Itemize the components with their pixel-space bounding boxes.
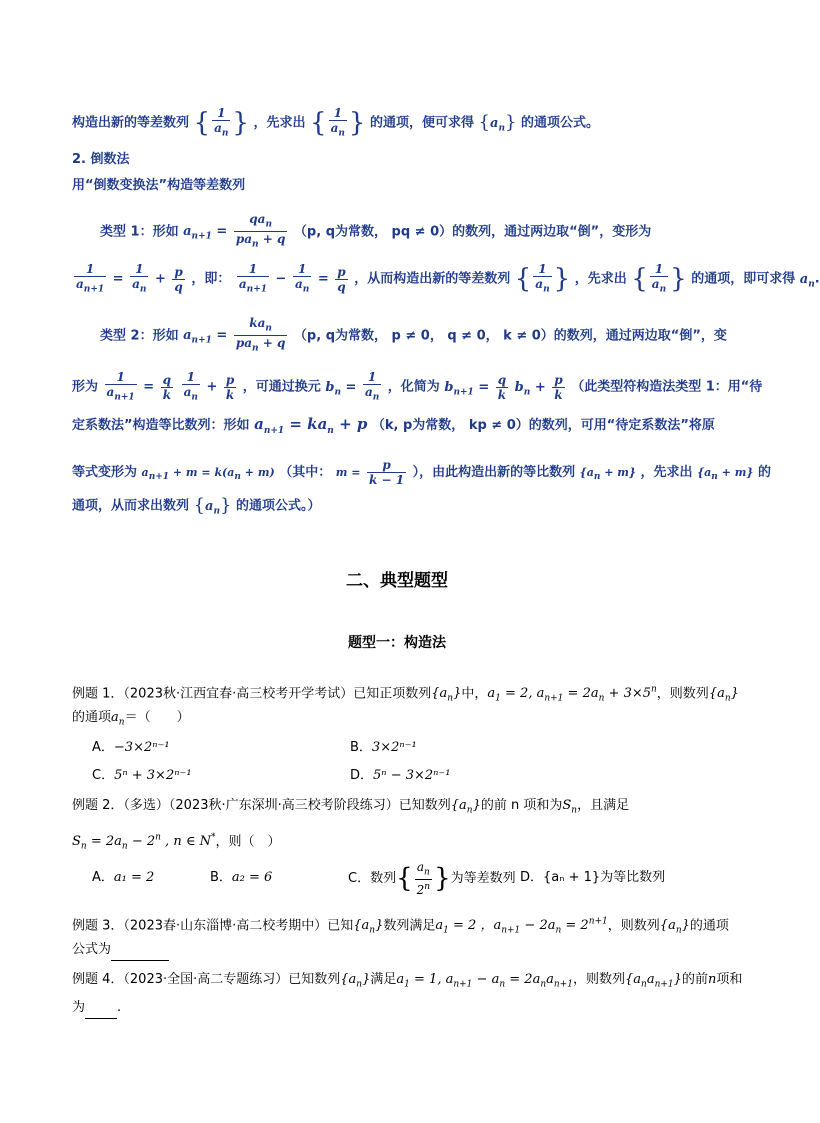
intro-line bbox=[72, 106, 599, 140]
fraction-p-over-k: $\frac{p}{k}$ bbox=[554, 372, 563, 402]
type2-line4-text-c: ），由此构造出新的等比数列 bbox=[412, 465, 576, 480]
type2-line5-text-a: 通项，从而求出数列 bbox=[72, 498, 190, 514]
fraction-1-over-an: $\frac{1}{a_n}$ bbox=[651, 262, 667, 295]
fraction-1-over-an1: $\frac{1}{a_{n+1}}$ bbox=[76, 262, 105, 295]
intro-text-4: 的通项公式。 bbox=[520, 115, 599, 131]
section-title: 二、典型题型 bbox=[346, 571, 448, 591]
option-value: a₁ = 2 bbox=[113, 870, 155, 885]
an-symbol: $a_n$ bbox=[799, 271, 815, 290]
brace-close: } bbox=[553, 264, 571, 295]
type2-label: 类型 2：形如 bbox=[100, 328, 179, 344]
type2-line4-text-e: 的 bbox=[757, 465, 771, 480]
brace-close: } bbox=[219, 495, 232, 516]
type2-line2-text-b: ，可通过换元 bbox=[242, 379, 321, 395]
type2-line5-text-b: 的通项公式。） bbox=[235, 498, 321, 514]
type1-line2: $\frac{1}{a_{n+1}}$ = $\frac{1}{a_n}$ + $\frac{p}{q}$ ，即： $\frac{1}{a_{n+1}}$ − $\frac{1}{a_n}$ = $\frac{p}{q}$ ，从而构造出新的等差数列 { $\frac{1}{a_n}$ } ，先求出 { $\frac{1}{a_n}$ } 的通项，即可求得 $a_n$. bbox=[76, 262, 820, 295]
option-letter: B． bbox=[350, 740, 372, 755]
intro-text-1: 构造出新的等差数列 bbox=[72, 115, 190, 131]
example-2-end: ，且满足 bbox=[577, 798, 630, 813]
type2-line4-text-b: （其中： bbox=[279, 465, 332, 480]
example-3-label: 例题 3．（2023春·山东淄博·高二校考期中）已知 bbox=[72, 918, 354, 934]
fraction-an-over-2n: $\frac{a_n}{2^n}$ bbox=[416, 860, 431, 898]
section-subheading: 用“倒数变换法”构造等差数列 bbox=[72, 178, 246, 193]
fraction-1-over-an: $\frac{1}{a_n}$ bbox=[214, 106, 229, 139]
fraction-1-over-an1: $\frac{1}{a_{n+1}}$ bbox=[238, 262, 268, 295]
option-letter: D． bbox=[520, 870, 544, 885]
type2-line2-text-a: 形为 bbox=[72, 379, 99, 395]
type2-condition: （p, q为常数， p ≠ 0， q ≠ 0， k ≠ 0）的数列，通过两边取“倒”，变 bbox=[293, 328, 727, 344]
option-value: a₂ = 6 bbox=[231, 870, 273, 885]
example-4-line2: 为 . bbox=[72, 998, 121, 1019]
answer-blank[interactable] bbox=[85, 998, 117, 1019]
type2-line4: 等式变形为 $a_{n+1} + m = k(a_n + m)$ （其中： m = $\frac{p}{k - 1}$ ），由此构造出新的等比数列 $\{a_n + m\}$ ，先求出 $\{a_n + m\}$ 的 bbox=[72, 458, 771, 487]
brace-open: { bbox=[310, 108, 327, 139]
option-value: {aₙ + 1}为等比数列 bbox=[543, 870, 666, 885]
example-4-label: 例题 4．（2023·全国·高二专题练习）已知数列 bbox=[72, 972, 341, 987]
fraction-1-over-an: $\frac{1}{a_n}$ bbox=[535, 262, 550, 295]
option-letter: C． bbox=[92, 768, 115, 783]
option-value: 5ⁿ + 3×2ⁿ⁻¹ bbox=[114, 768, 192, 783]
fraction-qan-over-pan-q: $\frac{qa_n}{pa_n + q}$ bbox=[235, 212, 286, 250]
type2-line bbox=[100, 316, 727, 356]
brace-open: { bbox=[193, 108, 211, 139]
example-3-end2: 的通项 bbox=[689, 918, 729, 934]
example-2-mid: 的前 n 项和为 bbox=[480, 798, 563, 813]
example-1-option-b[interactable] bbox=[350, 738, 417, 758]
example-1-label: 例题 1．（2023秋·江西宜春·高三校考开学考试）已知正项数列 bbox=[72, 686, 432, 702]
example-3-line2 bbox=[72, 940, 169, 961]
example-3-end: ，则数列 bbox=[607, 918, 660, 934]
example-4-end2: 的前 bbox=[681, 972, 708, 987]
fraction-kan-over-pan-q: $\frac{ka_n}{pa_n + q}$ bbox=[235, 316, 286, 354]
brace-open: { bbox=[396, 863, 413, 894]
type2-line4-text-a: 等式变形为 bbox=[72, 465, 138, 480]
brace-open: { bbox=[514, 264, 532, 295]
fraction-p-over-q: $\frac{p}{q}$ bbox=[337, 264, 346, 294]
brace-open: { bbox=[478, 112, 490, 134]
brace-close: } bbox=[232, 108, 249, 139]
option-value: 为等差数列 bbox=[450, 871, 516, 887]
formula-an1-kan-p: $a_{n+1} = ka_n + p$ bbox=[254, 415, 368, 436]
option-letter: A． bbox=[92, 740, 114, 755]
option-value: 3×2ⁿ⁻¹ bbox=[371, 740, 417, 755]
formula-an1: $a_{n+1}$ = bbox=[183, 224, 228, 242]
type1-line2-text-c: ，先求出 bbox=[574, 271, 627, 287]
example-4-end: ，则数列 bbox=[572, 972, 625, 987]
fraction-p-over-q: $\frac{p}{q}$ bbox=[174, 264, 183, 294]
option-value: 5ⁿ − 3×2ⁿ⁻¹ bbox=[373, 768, 451, 783]
example-1-option-c[interactable] bbox=[92, 766, 192, 786]
example-2-label: 例题 2．（多选）（2023秋·广东深圳·高三校考阶段练习）已知数列 bbox=[72, 798, 451, 813]
example-1-line2-end: ＝（ ） bbox=[124, 710, 190, 725]
option-value: −3×2ⁿ⁻¹ bbox=[113, 740, 170, 755]
example-4-mid: 满足 bbox=[370, 972, 397, 987]
type1-line bbox=[100, 212, 651, 252]
type1-line2-text-b: ，从而构造出新的等差数列 bbox=[354, 271, 511, 287]
example-2-option-d[interactable] bbox=[520, 868, 665, 888]
fraction-p-over-k: $\frac{p}{k}$ bbox=[225, 372, 235, 402]
fraction-q-over-k: $\frac{q}{k}$ bbox=[162, 372, 172, 402]
example-4-end3: 项和 bbox=[716, 972, 743, 987]
brace-close: } bbox=[348, 108, 366, 139]
example-1-option-d[interactable] bbox=[350, 766, 451, 786]
example-1-line2: 的通项$a_n=$（ ） bbox=[72, 710, 190, 728]
fraction-q-over-k: $\frac{q}{k}$ bbox=[497, 372, 507, 402]
brace-open: { bbox=[631, 264, 648, 295]
formula-an1: $a_{n+1}$ = bbox=[183, 328, 228, 346]
subsection-title: 题型一：构造法 bbox=[348, 635, 446, 651]
fraction-1-over-an: $\frac{1}{a_n}$ bbox=[364, 370, 380, 403]
fraction-1-over-an: $\frac{1}{a_n}$ bbox=[294, 262, 310, 295]
intro-text-2: ，先求出 bbox=[253, 115, 306, 131]
example-3-mid: 数列满足 bbox=[383, 918, 436, 934]
example-1-line2-text: 的通项 bbox=[72, 710, 112, 725]
option-letter: A． bbox=[92, 870, 114, 885]
type2-line2-text-c: ，化简为 bbox=[387, 379, 440, 395]
sequence-an: $a_n$ bbox=[490, 115, 505, 134]
type2-line2: 形为 $\frac{1}{a_{n+1}}$ = $\frac{q}{k}$ $\frac{1}{a_n}$ + $\frac{p}{k}$ ，可通过换元 $b_n$ = $\frac{1}{a_n}$ ，化简为 $b_{n+1}$ = $\frac{q}{k}$ $b_n$ + $\frac{p}{k}$ （此类型符构造法类型 1：用“待 bbox=[72, 370, 763, 403]
brace-close: } bbox=[670, 264, 687, 295]
example-1-option-a[interactable] bbox=[92, 738, 170, 758]
example-2-option-c[interactable] bbox=[348, 860, 516, 897]
example-2-option-a[interactable] bbox=[92, 868, 154, 888]
fraction-1-over-an: $\frac{1}{a_n}$ bbox=[330, 106, 345, 139]
fraction-1-over-an: $\frac{1}{a_n}$ bbox=[132, 262, 147, 295]
type2-line3-text-a: 定系数法”构造等比数列：形如 bbox=[72, 418, 250, 433]
type1-condition: （p, q为常数， pq ≠ 0）的数列，通过两边取“倒”，变形为 bbox=[293, 224, 652, 240]
example-4-line2-text: 为 bbox=[72, 1000, 86, 1015]
answer-blank[interactable] bbox=[111, 940, 169, 961]
fraction-1-over-an1: $\frac{1}{a_{n+1}}$ bbox=[106, 370, 135, 403]
brace-open: { bbox=[193, 495, 205, 516]
example-1-end: ，则数列 bbox=[656, 686, 709, 702]
fraction-p-over-k-1: $\frac{p}{k - 1}$ bbox=[368, 458, 405, 487]
formula-transform: $a_{n+1} + m = k(a_n + m)$ bbox=[141, 466, 275, 483]
type2-line3-text-b: （k, p为常数， kp ≠ 0）的数列，可用“待定系数法”将原 bbox=[371, 418, 715, 433]
brace-close: } bbox=[504, 112, 517, 134]
example-3-line2-text: 公式为 bbox=[72, 942, 112, 957]
intro-text-3: 的通项，便可求得 bbox=[370, 115, 475, 131]
option-letter: B． bbox=[210, 870, 232, 885]
type1-line2-text-d: 的通项，即可求得 bbox=[691, 271, 796, 287]
example-2-line2-end: ，则（ ） bbox=[215, 834, 281, 850]
example-1-line1: 例题 1．（2023秋·江西宜春·高三校考开学考试）已知正项数列$\{a_n\}$中，$a_1 = 2$, $a_{n+1} = 2a_n + 3\times 5^n$，则数列$\{a_n\}$ bbox=[72, 685, 739, 704]
option-letter: C．数列 bbox=[348, 871, 397, 887]
example-1-mid: 中， bbox=[461, 686, 488, 702]
section-heading-reciprocal: 2. 倒数法 bbox=[72, 152, 130, 167]
option-letter: D． bbox=[350, 768, 374, 783]
example-4-line1: 例题 4．（2023·全国·高二专题练习）已知数列$\{a_n\}$满足$a_1 = 1$, $a_{n+1} - a_n = 2a_na_{n+1}$，则数列$\{a_na_{n+1}\}$的前n项和 bbox=[72, 972, 743, 990]
example-2-line2: $S_n = 2a_n - 2^n$ , n ∈ N*，则（ ） bbox=[72, 833, 281, 852]
type1-label: 类型 1：形如 bbox=[100, 224, 179, 240]
type1-line2-text-a: ，即： bbox=[191, 271, 231, 287]
example-2-option-b[interactable] bbox=[210, 868, 272, 888]
example-2-line1: 例题 2．（多选）（2023秋·广东深圳·高三校考阶段练习）已知数列$\{a_n\}$的前 n 项和为$S_n$，且满足 bbox=[72, 798, 630, 816]
example-3-line1: 例题 3．（2023春·山东淄博·高二校考期中）已知$\{a_n\}$数列满足$a_1 = 2$ ，$a_{n+1} - 2a_n = 2^{n+1}$，则数列$\{a_n\}$的通项 bbox=[72, 917, 729, 936]
fraction-1-over-an: $\frac{1}{a_n}$ bbox=[183, 370, 198, 403]
type2-line5: 通项，从而求出数列 $\{a_n\}$ 的通项公式。） bbox=[72, 495, 321, 517]
brace-close: } bbox=[434, 863, 451, 894]
type2-line2-text-d: （此类型符构造法类型 1：用“待 bbox=[571, 379, 763, 395]
type2-line3 bbox=[72, 414, 715, 441]
type2-line4-text-d: ，先求出 bbox=[640, 465, 693, 480]
